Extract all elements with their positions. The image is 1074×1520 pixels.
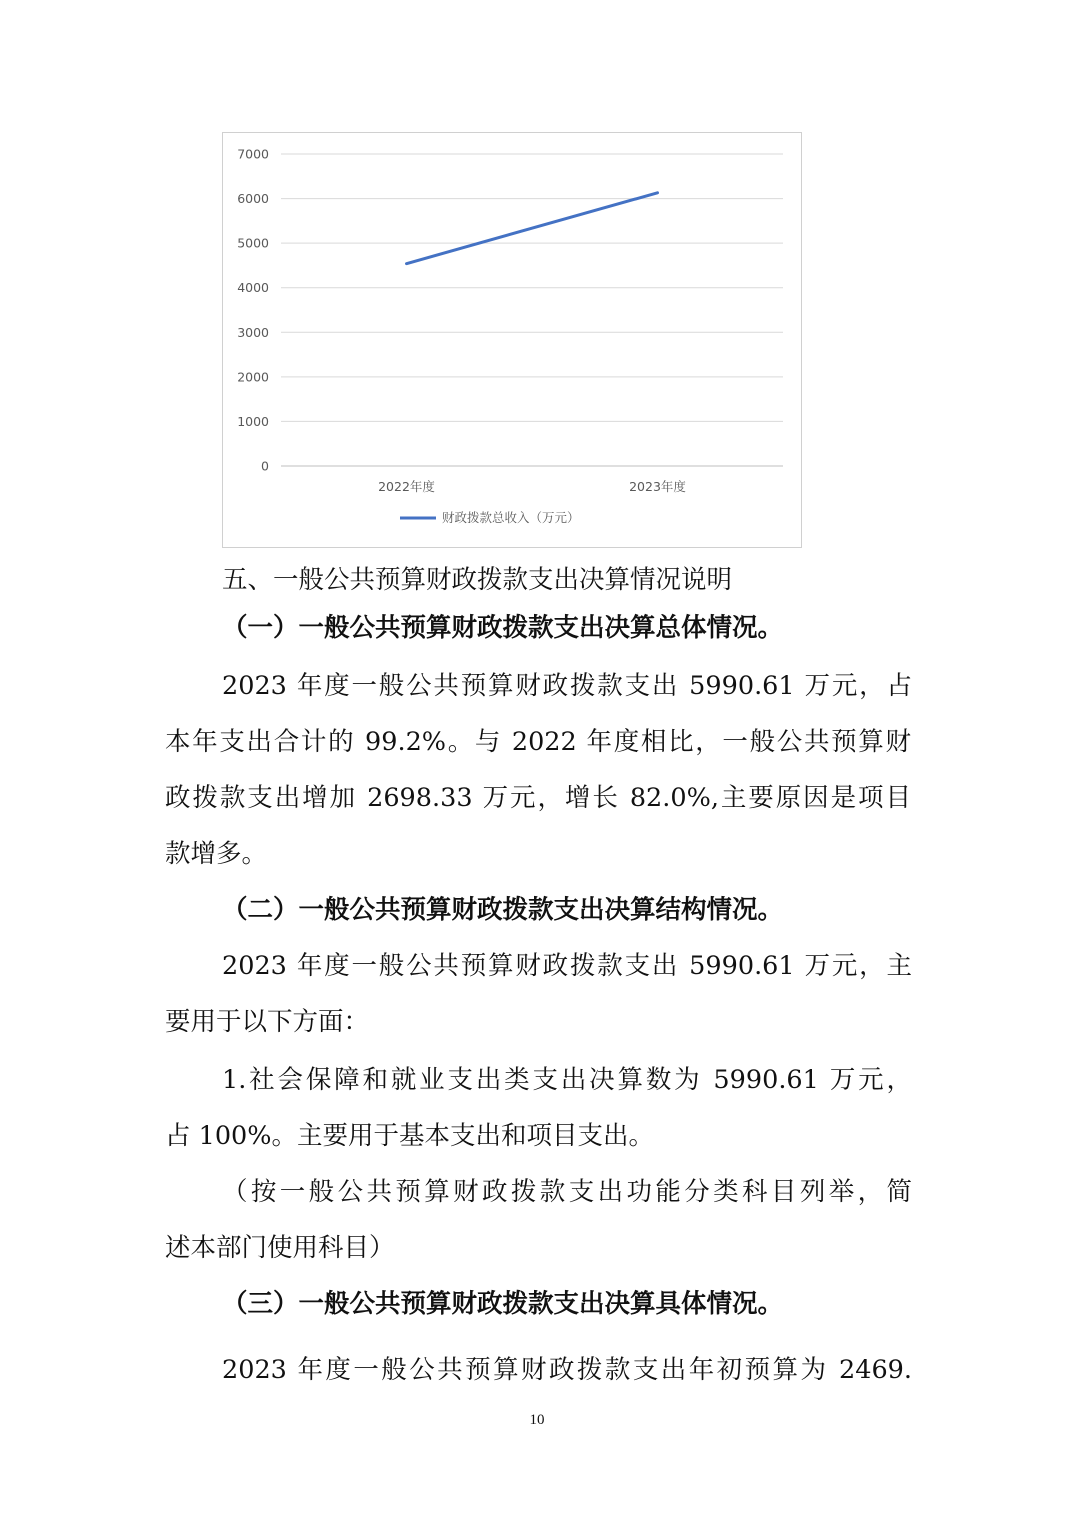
paragraph-1-line-2: 本年支出合计的 99.2%。与 2022 年度相比，一般公共预算财 [165, 727, 911, 757]
paragraph-4-line-2: 述本部门使用科目） [165, 1233, 395, 1263]
y-tick-label: 0 [261, 458, 269, 474]
y-tick-label: 2000 [237, 369, 269, 385]
paragraph-2-line-1: 2023 年度一般公共预算财政拨款支出 5990.61 万元，主 [222, 951, 912, 981]
x-tick-label: 2022年度 [378, 479, 435, 494]
y-tick-label: 4000 [237, 280, 269, 296]
subsection-heading-3: （三）一般公共预算财政拨款支出决算具体情况。 [222, 1289, 784, 1319]
paragraph-1-line-4: 款增多。 [165, 839, 268, 869]
paragraph-5-line-1: 2023 年度一般公共预算财政拨款支出年初预算为 2469. [222, 1355, 912, 1385]
paragraph-3-line-1: 1.社会保障和就业支出类支出决算数为 5990.61 万元， [222, 1065, 912, 1095]
x-tick-label: 2023年度 [629, 479, 686, 494]
legend-label: 财政拨款总收入（万元） [442, 510, 580, 525]
y-tick-label: 6000 [237, 191, 269, 207]
y-tick-label: 5000 [237, 235, 269, 251]
subsection-heading-2: （二）一般公共预算财政拨款支出决算结构情况。 [222, 895, 784, 925]
y-tick-label: 3000 [237, 324, 269, 340]
page-number: 10 [529, 1412, 545, 1428]
paragraph-4-line-1: （按一般公共预算财政拨款支出功能分类科目列举，简 [222, 1177, 912, 1207]
y-tick-label: 1000 [237, 413, 269, 429]
paragraph-1-line-1: 2023 年度一般公共预算财政拨款支出 5990.61 万元，占 [222, 671, 912, 701]
paragraph-3-line-2: 占 100%。主要用于基本支出和项目支出。 [165, 1121, 655, 1151]
section-heading: 五、一般公共预算财政拨款支出决算情况说明 [222, 565, 733, 595]
series-line [407, 193, 658, 264]
line-chart [222, 132, 802, 548]
y-tick-label: 7000 [237, 146, 269, 162]
paragraph-1-line-3: 政拨款支出增加 2698.33 万元，增长 82.0%,主要原因是项目 [165, 783, 911, 813]
chart-svg [223, 133, 803, 549]
subsection-heading-1: （一）一般公共预算财政拨款支出决算总体情况。 [222, 613, 784, 643]
paragraph-2-line-2: 要用于以下方面： [165, 1007, 370, 1037]
